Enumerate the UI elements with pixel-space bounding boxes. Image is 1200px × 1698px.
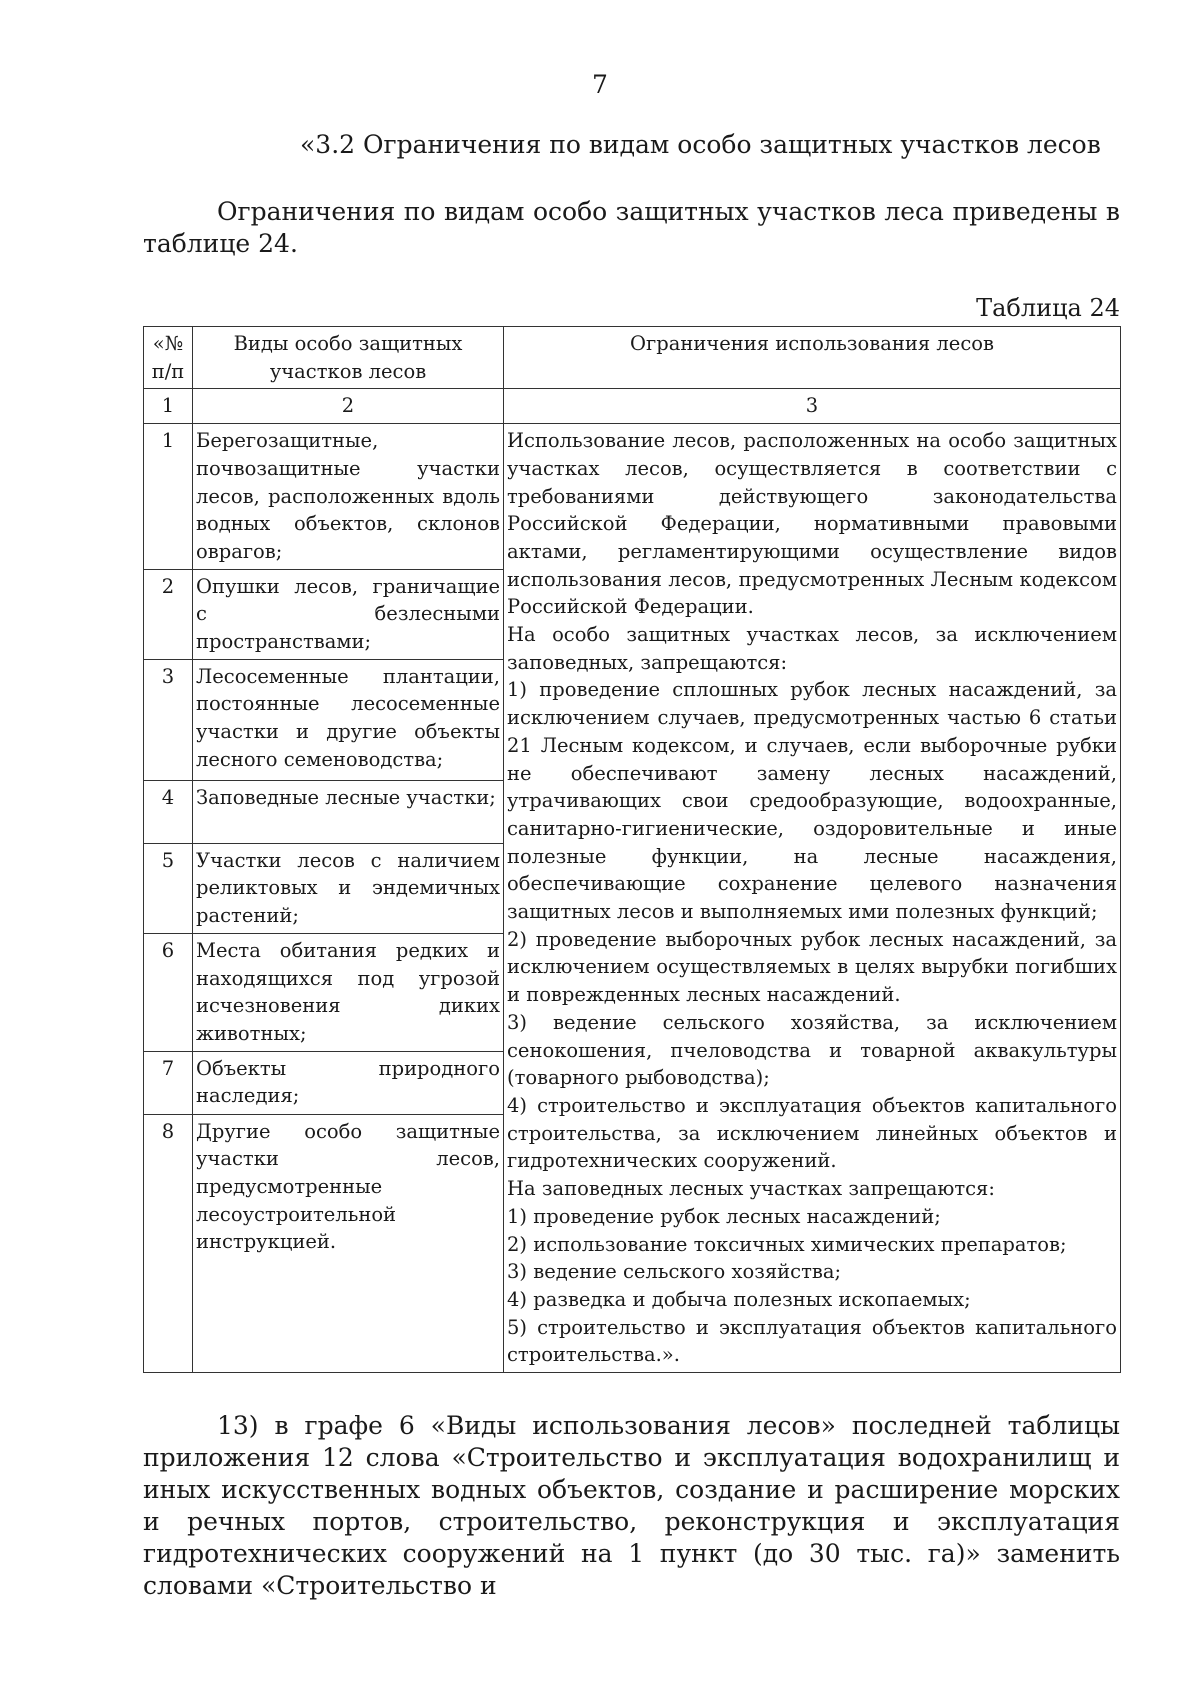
row-kind: Другие особо защитные участки лесов, предусмотренные лесоустроительной инструкцией. <box>193 1114 504 1372</box>
row-number: 3 <box>144 659 193 780</box>
row-number: 5 <box>144 843 193 933</box>
row-number: 8 <box>144 1114 193 1372</box>
limits-paragraph: 4) строительство и эксплуатация объектов капитального строительства, за исключением линейных объектов и гидротехнических сооружений. <box>507 1093 1117 1173</box>
row-kind: Объекты природного наследия; <box>193 1051 504 1114</box>
limits-paragraph: 1) проведение рубок лесных насаждений; <box>507 1204 941 1228</box>
limits-paragraph: 1) проведение сплошных рубок лесных насаждений, за исключением случаев, предусмотренных частью 6 статьи 21 Лесным кодексом, и случаев, если выборочные рубки не обеспечивают замену лесных насаждений, утрачивающих свои средообразующие, водоохранные, санитарно-гигиенические, оздоровительные и иные полезные функции, на лесные насаждения, обеспечивающие сохранение целевого назначения защитных лесов и выполняемых ими полезных функций; <box>507 678 1117 924</box>
closing-paragraph: 13) в графе 6 «Виды использования лесов» последней таблицы приложения 12 слова «Строительство и эксплуатация водохранилищ и иных искусственных водных объектов, создание и расширение морских и речных портов, строительство, реконструкция и эксплуатация гидротехнических сооружений на 1 пункт (до 30 тыс. га)» заменить словами «Строительство и <box>143 1411 1120 1600</box>
table-header-row <box>144 327 1121 389</box>
limits-paragraph: 3) ведение сельского хозяйства, за исключением сенокошения, пчеловодства и товарной аквакультуры (товарного рыбоводства); <box>507 1010 1117 1090</box>
column-number: 2 <box>193 389 504 424</box>
column-number-row <box>144 389 1121 424</box>
limits-paragraph: 3) ведение сельского хозяйства; <box>507 1260 842 1284</box>
limits-paragraph: 5) строительство и эксплуатация объектов капитального строительства.». <box>507 1315 1117 1367</box>
section-heading: «3.2 Ограничения по видам особо защитных участков лесов <box>300 130 1101 159</box>
limits-paragraph: На заповедных лесных участках запрещаются: <box>507 1177 995 1201</box>
row-number: 2 <box>144 569 193 659</box>
restrictions-table <box>143 326 1121 1373</box>
row-number: 7 <box>144 1051 193 1114</box>
table-caption: Таблица 24 <box>976 294 1120 322</box>
row-number: 1 <box>144 424 193 570</box>
row-kind: Лесосеменные плантации, постоянные лесосеменные участки и другие объекты лесного семеноводства; <box>193 659 504 780</box>
limits-paragraph: На особо защитных участках лесов, за исключением заповедных, запрещаются: <box>507 623 1117 674</box>
limits-paragraph: 4) разведка и добыча полезных ископаемых; <box>507 1287 971 1311</box>
intro-paragraph: Ограничения по видам особо защитных участков леса приведены в таблице 24. <box>143 197 1120 258</box>
row-number: 4 <box>144 780 193 843</box>
row-number: 6 <box>144 933 193 1051</box>
limits-cell <box>504 424 1121 1373</box>
header-kind: Виды особо защитных участков лесов <box>193 327 504 389</box>
row-kind: Берегозащитные, почвозащитные участки лесов, расположенных вдоль водных объектов, склонов оврагов; <box>193 424 504 570</box>
row-kind: Места обитания редких и находящихся под угрозой исчезновения диких животных; <box>193 933 504 1051</box>
limits-paragraph: Использование лесов, расположенных на особо защитных участках лесов, осуществляется в соответствии с требованиями действующего законодательства Российской Федерации, нормативными правовыми актами, регламентирующими осуществление видов использования лесов, предусмотренных Лесным кодексом Российской Федерации. <box>507 429 1117 619</box>
row-kind: Опушки лесов, граничащие с безлесными пространствами; <box>193 569 504 659</box>
column-number: 1 <box>144 389 193 424</box>
row-kind: Заповедные лесные участки; <box>193 780 504 843</box>
header-limits: Ограничения использования лесов <box>504 327 1121 389</box>
limits-paragraph: 2) использование токсичных химических препаратов; <box>507 1232 1067 1256</box>
limits-paragraph: 2) проведение выборочных рубок лесных насаждений, за исключением осуществляемых в целях вырубки погибших и поврежденных лесных насаждений. <box>507 927 1117 1007</box>
column-number: 3 <box>504 389 1121 424</box>
header-number: «№ п/п <box>144 327 193 389</box>
page-number: 7 <box>592 70 608 99</box>
row-kind: Участки лесов с наличием реликтовых и эндемичных растений; <box>193 843 504 933</box>
table-row <box>144 424 1121 570</box>
